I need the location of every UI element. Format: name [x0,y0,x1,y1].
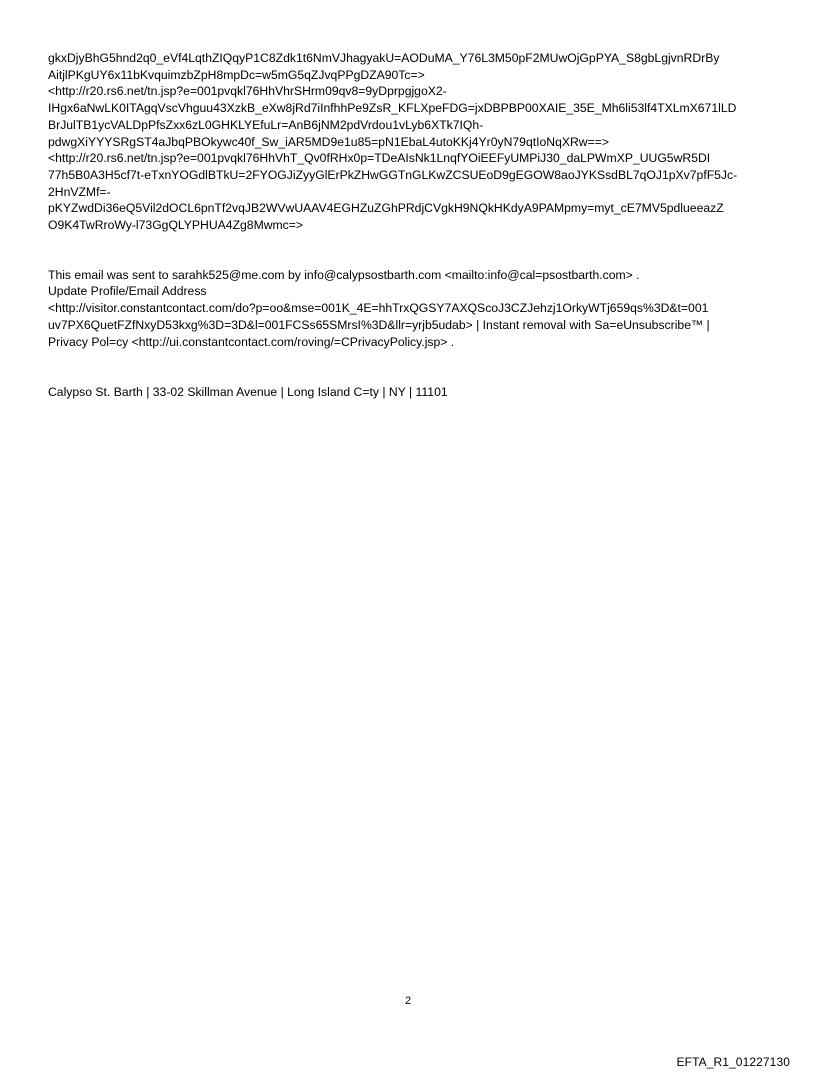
sender-address-line: Calypso St. Barth | 33-02 Skillman Avenue | Long Island C=ty | NY | 11101 [48,385,448,400]
text-line: pdwgXiYYYSRgST4aJbqPBOkywc40f_Sw_iAR5MD9e1u85=pN1EbaL4utoKKj4Yr0yN79qtIoNqXRw==> [48,134,609,149]
update-profile-line: Update Profile/Email Address [48,284,207,299]
email-document-body [48,50,770,401]
text-line: <http://r20.rs6.net/tn.jsp?e=001pvqkl76HhVhT_Qv0fRHx0p=TDeAIsNk1LnqfYOiEEFyUMPiJ30_daLPWmXP_UUG5wR5DI [48,151,711,166]
page-number: 2 [404,995,412,1007]
spacer [48,234,770,267]
unsubscribe-line: uv7PX6QuetFZfNxyD53kxg%3D=3D&l=001FCSs65SMrsI%3D&llr=yrjb5udab> | Instant removal with Sa=eUnsubscribe™ | [48,317,710,332]
spacer [48,350,770,384]
update-profile-url-line: <http://visitor.constantcontact.com/do?p=oo&mse=001K_4E=hhTrxQGSY7AXQScoJ3CZJehzj1OrkyWTj659qs%3D&t=001 [48,301,709,316]
text-line: IHgx6aNwLK0ITAgqVscVhguu43XzkB_eXw8jRd7iInfhhPe9ZsR_KFLXpeFDG=jxDBPBP00XAIE_35E_Mh6li53lf4TXLmX671lLD [48,101,737,116]
email-footer-block [48,267,770,351]
privacy-policy-line: Privacy Pol=cy <http://ui.constantcontact.com/roving/=CPrivacyPolicy.jsp> . [48,334,455,349]
text-line: <http://r20.rs6.net/tn.jsp?e=001pvqkl76HhVhrSHrm09qv8=9yDprpgjgoX2- [48,84,447,99]
sent-to-line: This email was sent to sarahk525@me.com by info@calypsostbarth.com <mailto:info@cal=psostbarth.com> . [48,267,640,282]
text-line: AitjlPKgUY6x11bKvquimzbZpH8mpDc=w5mG5qZJvqPPgDZA90Tc=> [48,67,425,82]
bates-number: EFTA_R1_01227130 [676,1055,790,1069]
tracking-links-block [48,50,770,234]
text-line: 77h5B0A3H5cf7t-eTxnYOGdlBTkU=2FYOGJiZyyGlErPkZHwGGTnGLKwZCSUEoD9gEGOW8aoJYKSsdBL7qOJ1pXv7pfF5Jc- [48,167,738,182]
text-line: 2HnVZMf=- [48,184,111,199]
text-line: O9K4TwRroWy-l73GgQLYPHUA4Zg8Mwmc=> [48,218,304,233]
text-line: pKYZwdDi36eQ5Vil2dOCL6pnTf2vqJB2WVwUAAV4EGHZuZGhPRdjCVgkH9NQkHKdyA9PAMpmy=myt_cE7MV5pdlueeazZ [48,201,724,216]
text-line: gkxDjyBhG5hnd2q0_eVf4LqthZIQqyP1C8Zdk1t6NmVJhagyakU=AODuMA_Y76L3M50pF2MUwOjGpPYA_S8gbLgjvnRDrBy [48,51,720,65]
text-line: BrJulTB1ycVALDpPfsZxx6zL0GHKLYEfuLr=AnB6jNM2pdVrdou1vLyb6XTk7IQh- [48,117,484,132]
